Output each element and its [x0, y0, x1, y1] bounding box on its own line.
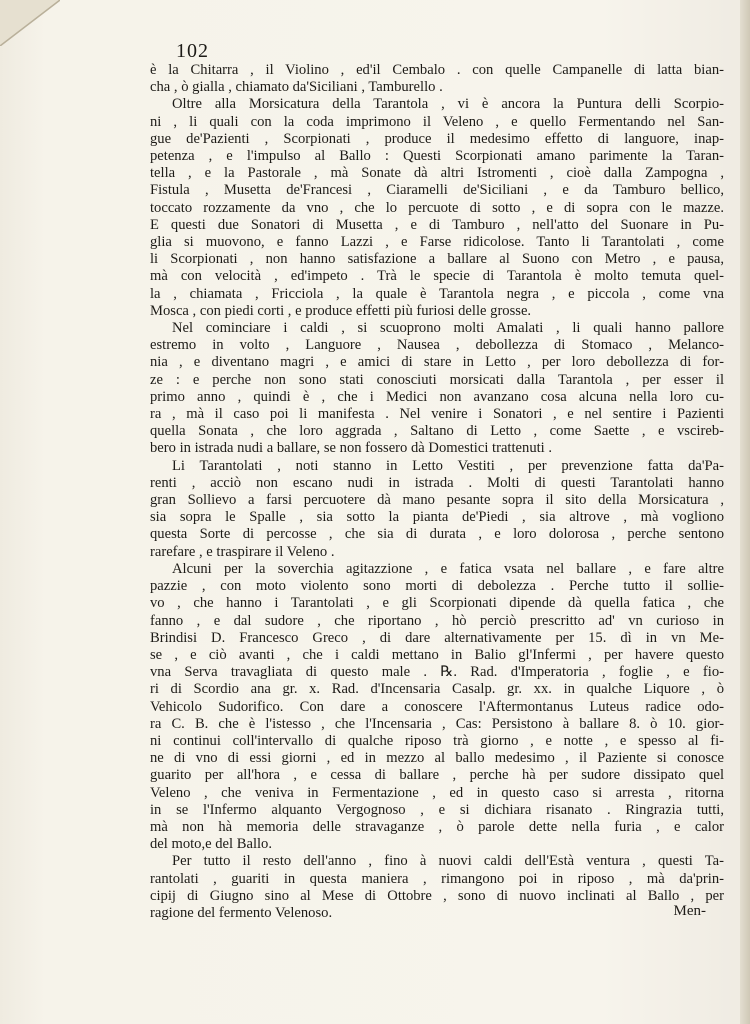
- text-line: cha , ò gialla , chiamato da'Siciliani , Tamburello .: [150, 79, 443, 96]
- text-line: ri di Scordio ana gr. x. Rad. d'Incensaria Casalp. gr. xx. in qualche Liquore , ò: [150, 681, 724, 698]
- text-line: Per tutto il resto dell'anno , fino à nuovi caldi dell'Està ventura , questi Ta-: [172, 853, 724, 870]
- text-line: ra , mà il caso poi li manifesta . Nel venire i Sonatori , e nel sentire i Pazienti: [150, 406, 724, 423]
- text-line: sia sopra le Spalle , sia sotto la pianta de'Piedi , sia altrove , mà vogliono: [150, 509, 724, 526]
- text-line: mà con velocità , ed'impeto . Trà le specie di Tarantola è molto temuta quel-: [150, 268, 724, 285]
- text-line: vo , che hanno i Tarantolati , e gli Scorpionati dipende dà quella fatica , che: [150, 595, 724, 612]
- text-line: tella , e la Pastorale , mà Sonate dà altri Istromenti , cioè dalla Zampogna ,: [150, 165, 724, 182]
- text-line: mà non hà memoria delle stravaganze , ò parole dette nella furia , e calor: [150, 818, 724, 835]
- catchword: Men-: [673, 903, 706, 919]
- text-line: rarefare , e traspirare il Veleno .: [150, 543, 335, 560]
- page-number: 102: [176, 40, 209, 62]
- text-line: in se l'Infermo alquanto Vergognoso , e si dichiara risanato . Ringrazia tutti,: [150, 801, 724, 818]
- body-text: [150, 62, 724, 922]
- text-line: quella Sonata , che loro aggrada , Saltano di Letto , come Saette , e vscireb-: [150, 423, 724, 440]
- text-line: toccato rozzamente da vno , che lo percuote di sotto , e di sopra con le mazze.: [150, 199, 724, 216]
- text-line: la , chiamata , Fricciola , la quale è Tarantola negra , e piccola , come vna: [150, 285, 724, 302]
- text-line: ragione del fermento Velenoso.: [150, 904, 333, 921]
- text-line: rantolati , guariti in questa maniera , rimangono poi in riposo , mà da'prin-: [150, 870, 724, 887]
- text-line: vna Serva travagliata di questo male . ℞. Rad. d'Imperatoria , foglie , e fio-: [150, 664, 724, 681]
- text-line: Mosca , con piedi corti , e produce effetti più furiosi delle grosse.: [150, 302, 532, 319]
- text-line: E questi due Sonatori di Musetta , e di Tamburo , nell'atto del Suonare in Pu-: [150, 216, 724, 233]
- text-line: Oltre alla Morsicatura della Tarantola , vi è ancora la Puntura delli Scorpio-: [172, 96, 724, 113]
- text-line: se , e ciò avanti , che i caldi mettano in Balio gl'Infermi , per havere questo: [150, 646, 724, 663]
- text-line: Alcuni per la soverchia agitazzione , e fatica vsata nel ballare , e fare altre: [172, 560, 724, 577]
- text-line: Vehicolo Sudorifico. Con dare a conoscere l'Aftermontanus Luteus radice odo-: [150, 698, 724, 715]
- text-line: petenza , e l'impulso al Ballo : Questi Scorpionati amano parimente la Taran-: [150, 148, 724, 165]
- text-line: li Scorpionati , non hanno satisfazione a ballare al Suono con Metro , e pausa,: [150, 251, 724, 268]
- text-line: Veleno , che veniva in Fermentazione , ed in questo caso si arresta , ritorna: [150, 784, 724, 801]
- text-line: nia , e diventano magri , e amici di stare in Letto , per loro debollezza di for-: [150, 354, 724, 371]
- text-line: Nel cominciare i caldi , si scuoprono molti Amalati , li quali hanno pallore: [172, 320, 724, 337]
- text-line: ni , li quali con la coda imprimono il Veleno , e quello Fermentando nel San-: [150, 113, 724, 130]
- text-line: renti , acciò non escano nudi in istrada . Molti di questi Tarantolati hanno: [150, 474, 724, 491]
- text-line: fanno , e dal sudore , che riportano , hò perciò prescritto ad' vn curioso in: [150, 612, 724, 629]
- text-line: ra C. B. che è l'istesso , che l'Incensaria , Cas: Persistono à ballare 8. ò 10. gior-: [150, 715, 724, 732]
- text-line: ze : e perche non sono stati conosciuti morsicati dalla Tarantola , per esser il: [150, 371, 724, 388]
- text-line: questa Sorte di percosse , che sia di durata , e loro dolorosa , perche sentono: [150, 526, 724, 543]
- text-line: Fistula , Musetta de'Francesi , Ciaramelli de'Siciliani , e da Tamburo bellico,: [150, 182, 724, 199]
- page-edge: [740, 0, 750, 1024]
- text-line: del moto,e del Ballo.: [150, 836, 272, 853]
- text-line: bero in istrada nudi a ballare, se non fossero dà Domestici trattenuti .: [150, 440, 553, 457]
- text-line: cipij di Giugno sino al Mese di Ottobre , sono di nuovo inclinati al Ballo , per: [150, 887, 724, 904]
- text-line: Brindisi D. Francesco Greco , di dare alternativamente per 15. dì in vn Me-: [150, 629, 724, 646]
- text-line: è la Chitarra , il Violino , ed'il Cembalo . con quelle Campanelle di latta bian-: [150, 62, 724, 78]
- folded-corner-icon: [0, 0, 60, 46]
- text-line: ne di vno di essi giorni , ed in mezzo al ballo medesimo , il Paziente si conosce: [150, 750, 724, 767]
- text-line: gue de'Pazienti , Scorpionati , produce il medesimo effetto di languore, inap-: [150, 130, 724, 147]
- text-line: gran Sollievo a farsi percuotere dà mano pesante sopra il sito della Morsicatura ,: [150, 492, 724, 509]
- text-line: guarito per all'hora , e cessa di ballare , perche hà per sudore dissipato quel: [150, 767, 724, 784]
- text-line: Li Tarantolati , noti stanno in Letto Vestiti , per prevenzione fatta da'Pa-: [172, 457, 724, 474]
- text-line: estremo in volto , Languore , Nausea , debollezza di Stomaco , Melanco-: [150, 337, 724, 354]
- text-line: primo anno , quindi è , che i Medici non avanzano cosa alcuna nella loro cu-: [150, 388, 724, 405]
- text-line: ni continui coll'intervallo di qualche riposo trà giorno , e notte , e spesso al fi-: [150, 732, 724, 749]
- text-line: glia si muovono, e fanno Lazzi , e Farse ridicolose. Tanto li Tarantolati , come: [150, 234, 724, 251]
- text-line: pazzie , con moto violento sono morti di debolezza . Perche tutto il sollie-: [150, 578, 724, 595]
